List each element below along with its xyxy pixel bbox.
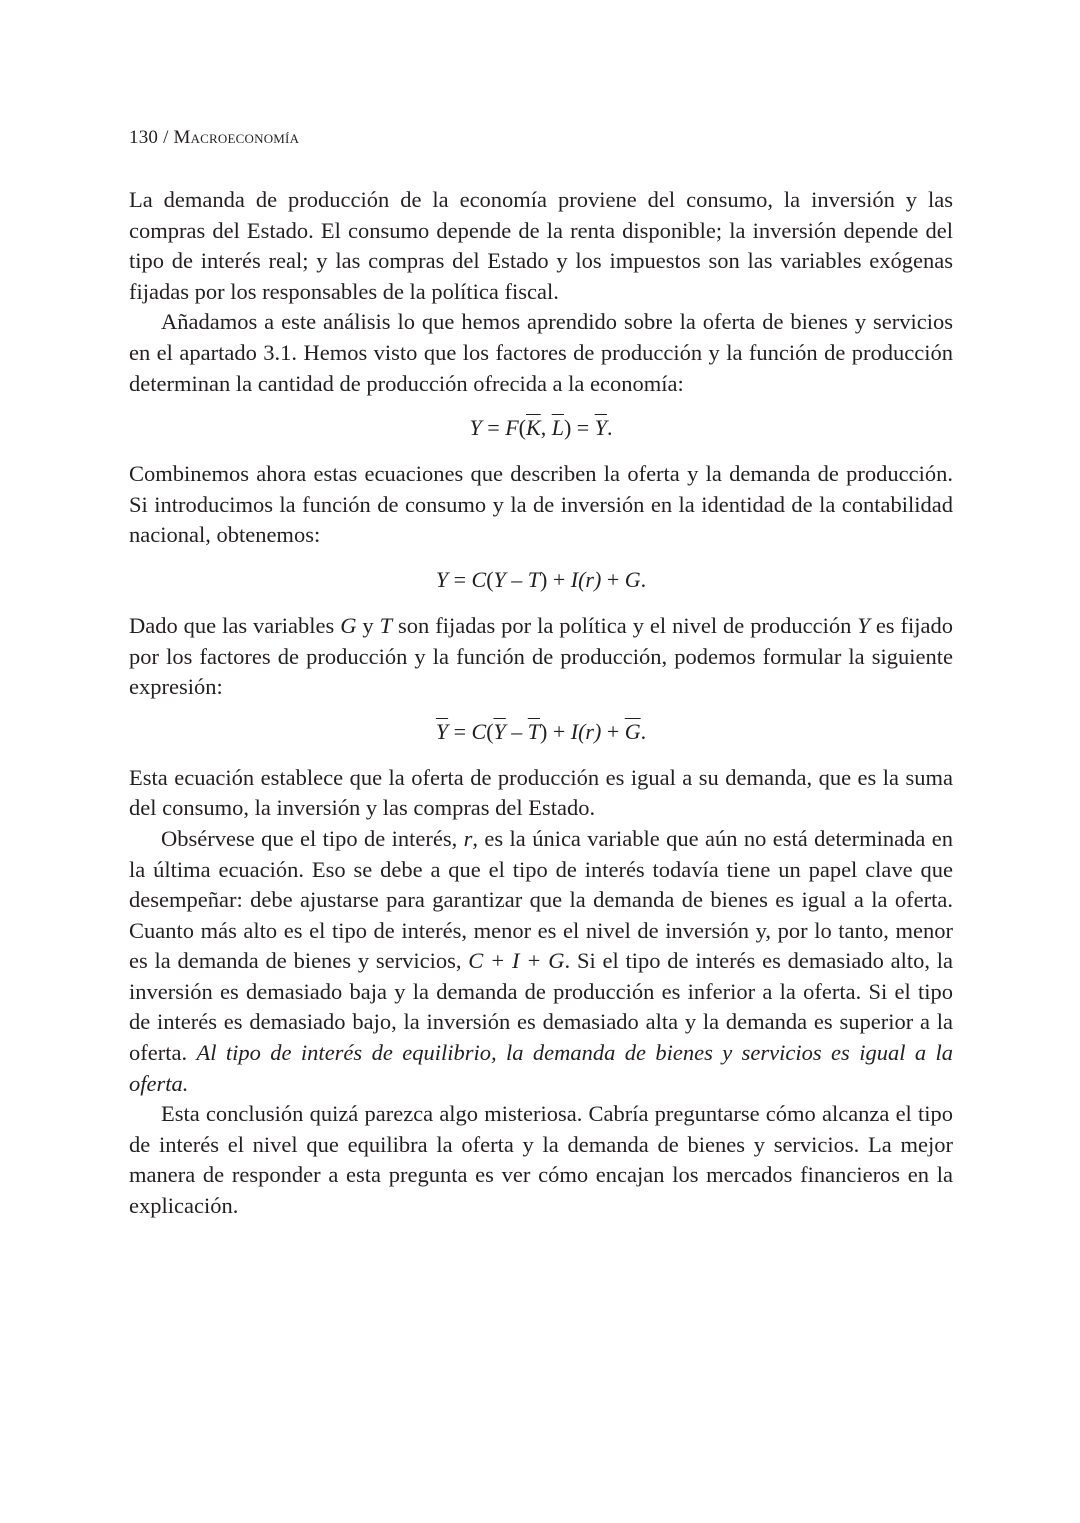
equation-supply: $Y = F(\overline{K}$, $\overline{L}) = \overline{Y}$. (469, 415, 613, 441)
body-text (129, 185, 953, 1222)
paragraph-combine-equations: Combinemos ahora estas ecuaciones que describen la oferta y la demanda de producción. Si introducimos la función de consumo y la de inversión en la identidad de la contabilidad nacional, obtenemos: (129, 461, 953, 548)
paragraph-interest-rate-role: Obsérvese que el tipo de interés, r, es la única variable que aún no está determinada en la última ecuación. Eso se debe a que el tipo de interés todavía tiene un papel clave que desempeñar: debe ajustarse para garantizar que la demanda de bienes es igual a la oferta. Cuanto más alto es el tipo de interés, menor es el nivel de inversión y, por lo tanto, menor es la demanda de bienes y servicios, C + I + G. Si el tipo de interés es demasiado alto, la inversión es demasiado baja y la demanda de producción es inferior a la oferta. Si el tipo de interés es demasiado bajo, la inversión es demasiado alta y la demanda es superior a la oferta. Al tipo de interés de equilibrio, la demanda de bienes y servicios es igual a la oferta. (129, 825, 954, 1096)
emphasis-equilibrium: Al tipo de interés de equilibrio, la demanda de bienes y servicios es igual a la oferta. (129, 1040, 954, 1096)
paragraph-equation-meaning: Esta ecuación establece que la oferta de producción es igual a su demanda, que es la suma del consumo, la inversión y las compras del Estado. (129, 764, 953, 821)
running-head-separator: / (163, 127, 169, 148)
running-head (129, 126, 299, 150)
paragraph-demand-components: La demanda de producción de la economía proviene del consumo, la inversión y las compras del Estado. El consumo depende de la renta disponible; la inversión depende del tipo de interés real; y las compras del Estado y los impuestos son las variables exógenas fijadas por los responsables de la política fiscal. (129, 187, 953, 304)
paragraph-fixed-variables: Dado que las variables G y T son fijadas por la política y el nivel de producción Y es fijado por los factores de producción y la función de producción, podemos formular la siguiente expresión: (129, 612, 953, 700)
page-number: 130 (129, 127, 159, 148)
equation-equilibrium: $\overline{Y} = C(\overline{Y} - \overline{T}) + I(r) + \overline{G}$. (435, 718, 647, 744)
book-title: Macroeconomía (173, 127, 300, 148)
equation-national-accounts: Y = C(Y – T) + I(r) + G. (435, 566, 647, 592)
paragraph-conclusion: Esta conclusión quizá parezca algo misteriosa. Cabría preguntarse cómo alcanza el tipo de interés el nivel que equilibra la oferta y la demanda de bienes y servicios. La mejor manera de responder a esta pregunta es ver cómo encajan los mercados financieros en la explicación. (129, 1101, 953, 1219)
paragraph-supply-recap: Añadamos a este análisis lo que hemos aprendido sobre la oferta de bienes y servicios en el apartado 3.1. Hemos visto que los factores de producción y la función de producción determinan la cantidad de producción ofrecida a la economía: (129, 309, 953, 396)
